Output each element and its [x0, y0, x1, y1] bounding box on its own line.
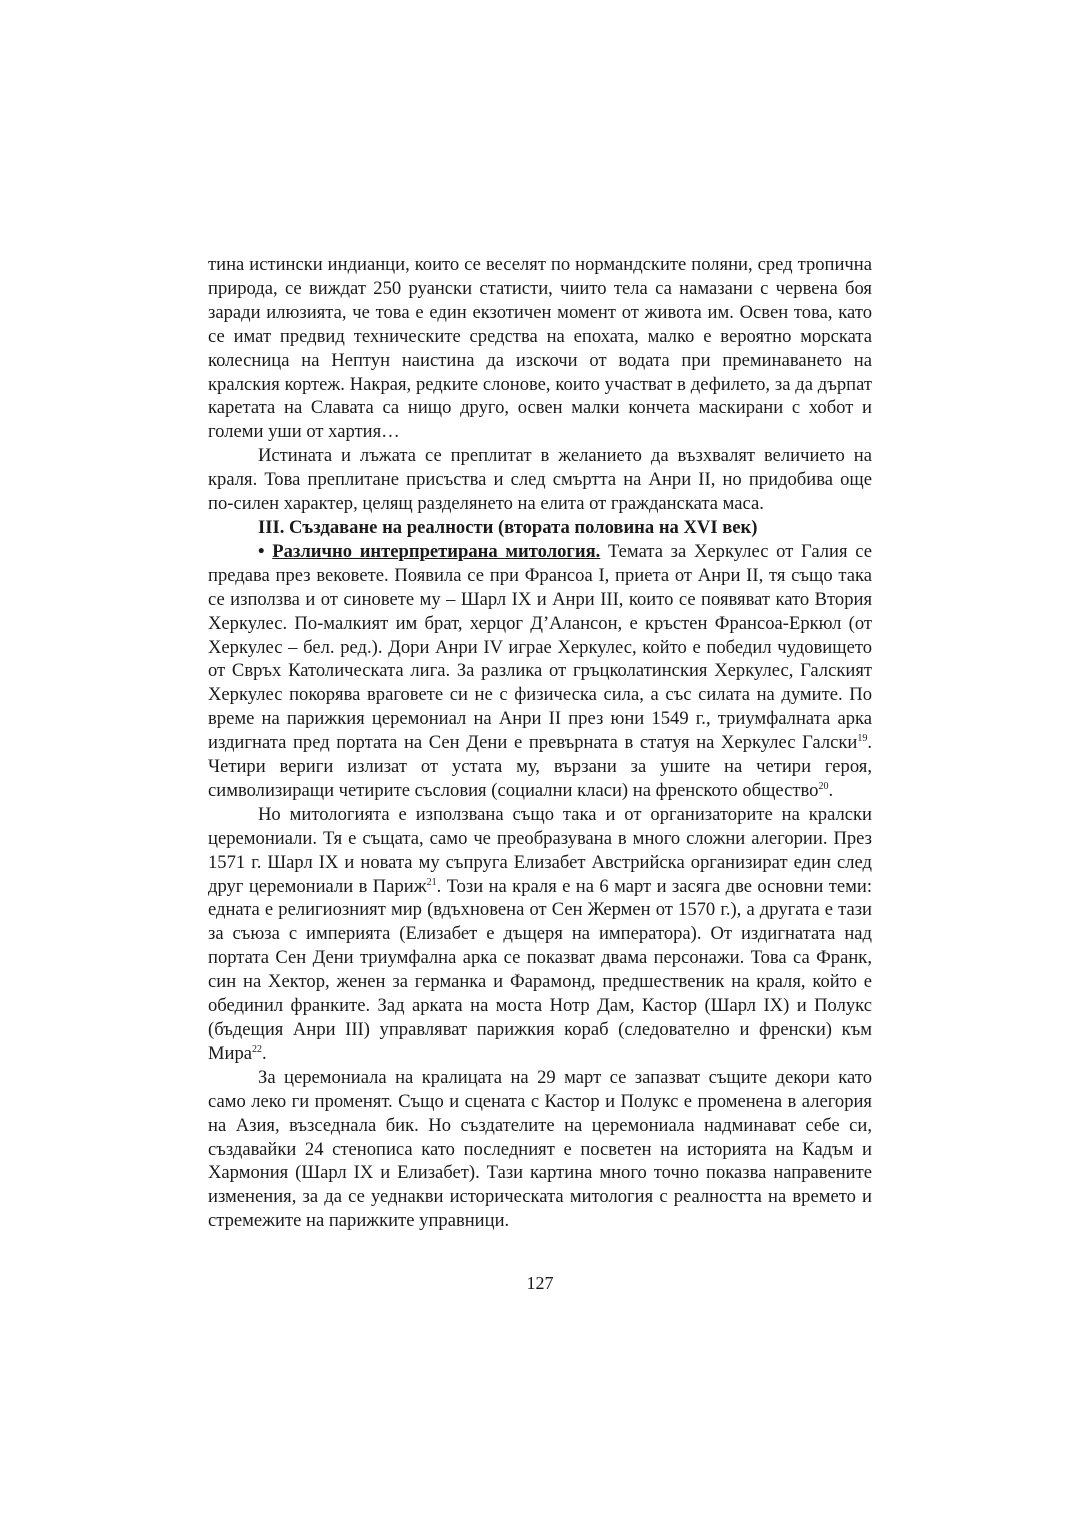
paragraph-3-text-b: . Четири вериги излизат от устата му, вързани за ушите на четири героя, символизиращи четирите съсловия (социални класи) на френското общество: [208, 732, 872, 801]
paragraph-3-text-c: .: [828, 779, 834, 801]
paragraph-3-text-a: Темата за Херкулес от Галия се предава през вековете. Появила се при Франсоа I, приета от Анри II, тя също така се използва и от синовете му – Шарл IX и Анри III, които се появяват като Втория Херкулес. По-малкият им брат, херцог Д’Алансон, е кръстен Франсоа-Еркюл (от Херкулес – бел. ред.). Дори Анри IV играе Херкулес, който е победил чудовището от Свръх Католическата лига. За разлика от гръцколатинския Херкулес, Галският Херкулес покорява враговете си не с физическа сила, а със силата на думите. По време на парижкия церемониал на Анри II през юни 1549 г., триумфалната арка издигната пред портата на Сен Дени е превърната в статуя на Херкулес Галски: [208, 540, 872, 754]
footnote-ref-21: 21: [426, 876, 437, 888]
footnote-ref-22: 22: [252, 1043, 263, 1055]
paragraph-5: За церемониала на кралицата на 29 март се запазват същите декори като само леко ги променят. Също и сцената с Кастор и Полукс е променена в алегория на Азия, възседнала бик. Но създателите на церемониала надминават себе си, създавайки 24 стенописа като последният е посветен на историята на Кадъм и Хармония (Шарл IX и Елизабет). Тази картина много точно показва направените изменения, за да се уеднакви историческата митология с реалността на времето и стремежите на парижките управници.: [208, 1066, 872, 1232]
footnote-ref-20: 20: [818, 780, 829, 792]
bullet-marker: •: [258, 540, 265, 562]
paragraph-3: [208, 540, 872, 803]
paragraph-4-text-b: . Този на краля е на 6 март и засяга две основни теми: едната е религиозният мир (вдъхновена от Сен Жермен от 1570 г.), а другата е тази за съюза с империята (Елизабет е дъщеря на императора). От издигнатата над портата Сен Дени триумфална арка се показват двама персонажи. Това са Франк, син на Хектор, женен за германка и Фарамонд, предшественик на краля, който е обединил франките. Зад арката на моста Нотр Дам, Кастор (Шарл IX) и Полукс (бъдещия Анри III) управляват парижкия кораб (следователно и френски) към Мира: [208, 875, 872, 1064]
footnote-ref-19: 19: [857, 732, 868, 744]
page-number: 127: [526, 1273, 554, 1293]
paragraph-1: тина истински индианци, които се веселят по нормандските поляни, сред тропична природа, се виждат 250 руански статисти, чиито тела са намазани с червена боя заради илюзията, че това е един екзотичен момент от живота им. Освен това, като се имат предвид техническите средства на епохата, малко е вероятно морската колесница на Нептун наистина да изскочи от водата при преминаването на кралския кортеж. Накрая, редките слонове, които участват в дефилето, за да дърпат каретата на Славата са нищо друго, освен малки кончета маскирани с хобот и големи уши от хартия…: [208, 254, 872, 443]
paragraph-3-lead: Различно интерпретирана митология.: [272, 540, 601, 562]
page-body: [208, 253, 872, 1233]
paragraph-4-text-a: Но митологията е използвана също така и от организаторите на кралски церемониали. Тя е същата, само че преобразувана в много сложни алегории. През 1571 г. Шарл IX и новата му съпруга Елизабет Австрийска организират един след друг церемониали в Париж: [208, 803, 872, 897]
section-heading: III. Създаване на реалности (втората половина на XVI век): [258, 516, 758, 538]
paragraph-4: [208, 803, 872, 1066]
paragraph-2: Истината и лъжата се преплитат в желанието да възхвалят величието на краля. Това преплитане присъства и след смъртта на Анри II, но придобива още по-силен характер, целящ разделянето на елита от гражданската маса.: [208, 445, 872, 515]
paragraph-4-text-c: .: [262, 1042, 267, 1064]
